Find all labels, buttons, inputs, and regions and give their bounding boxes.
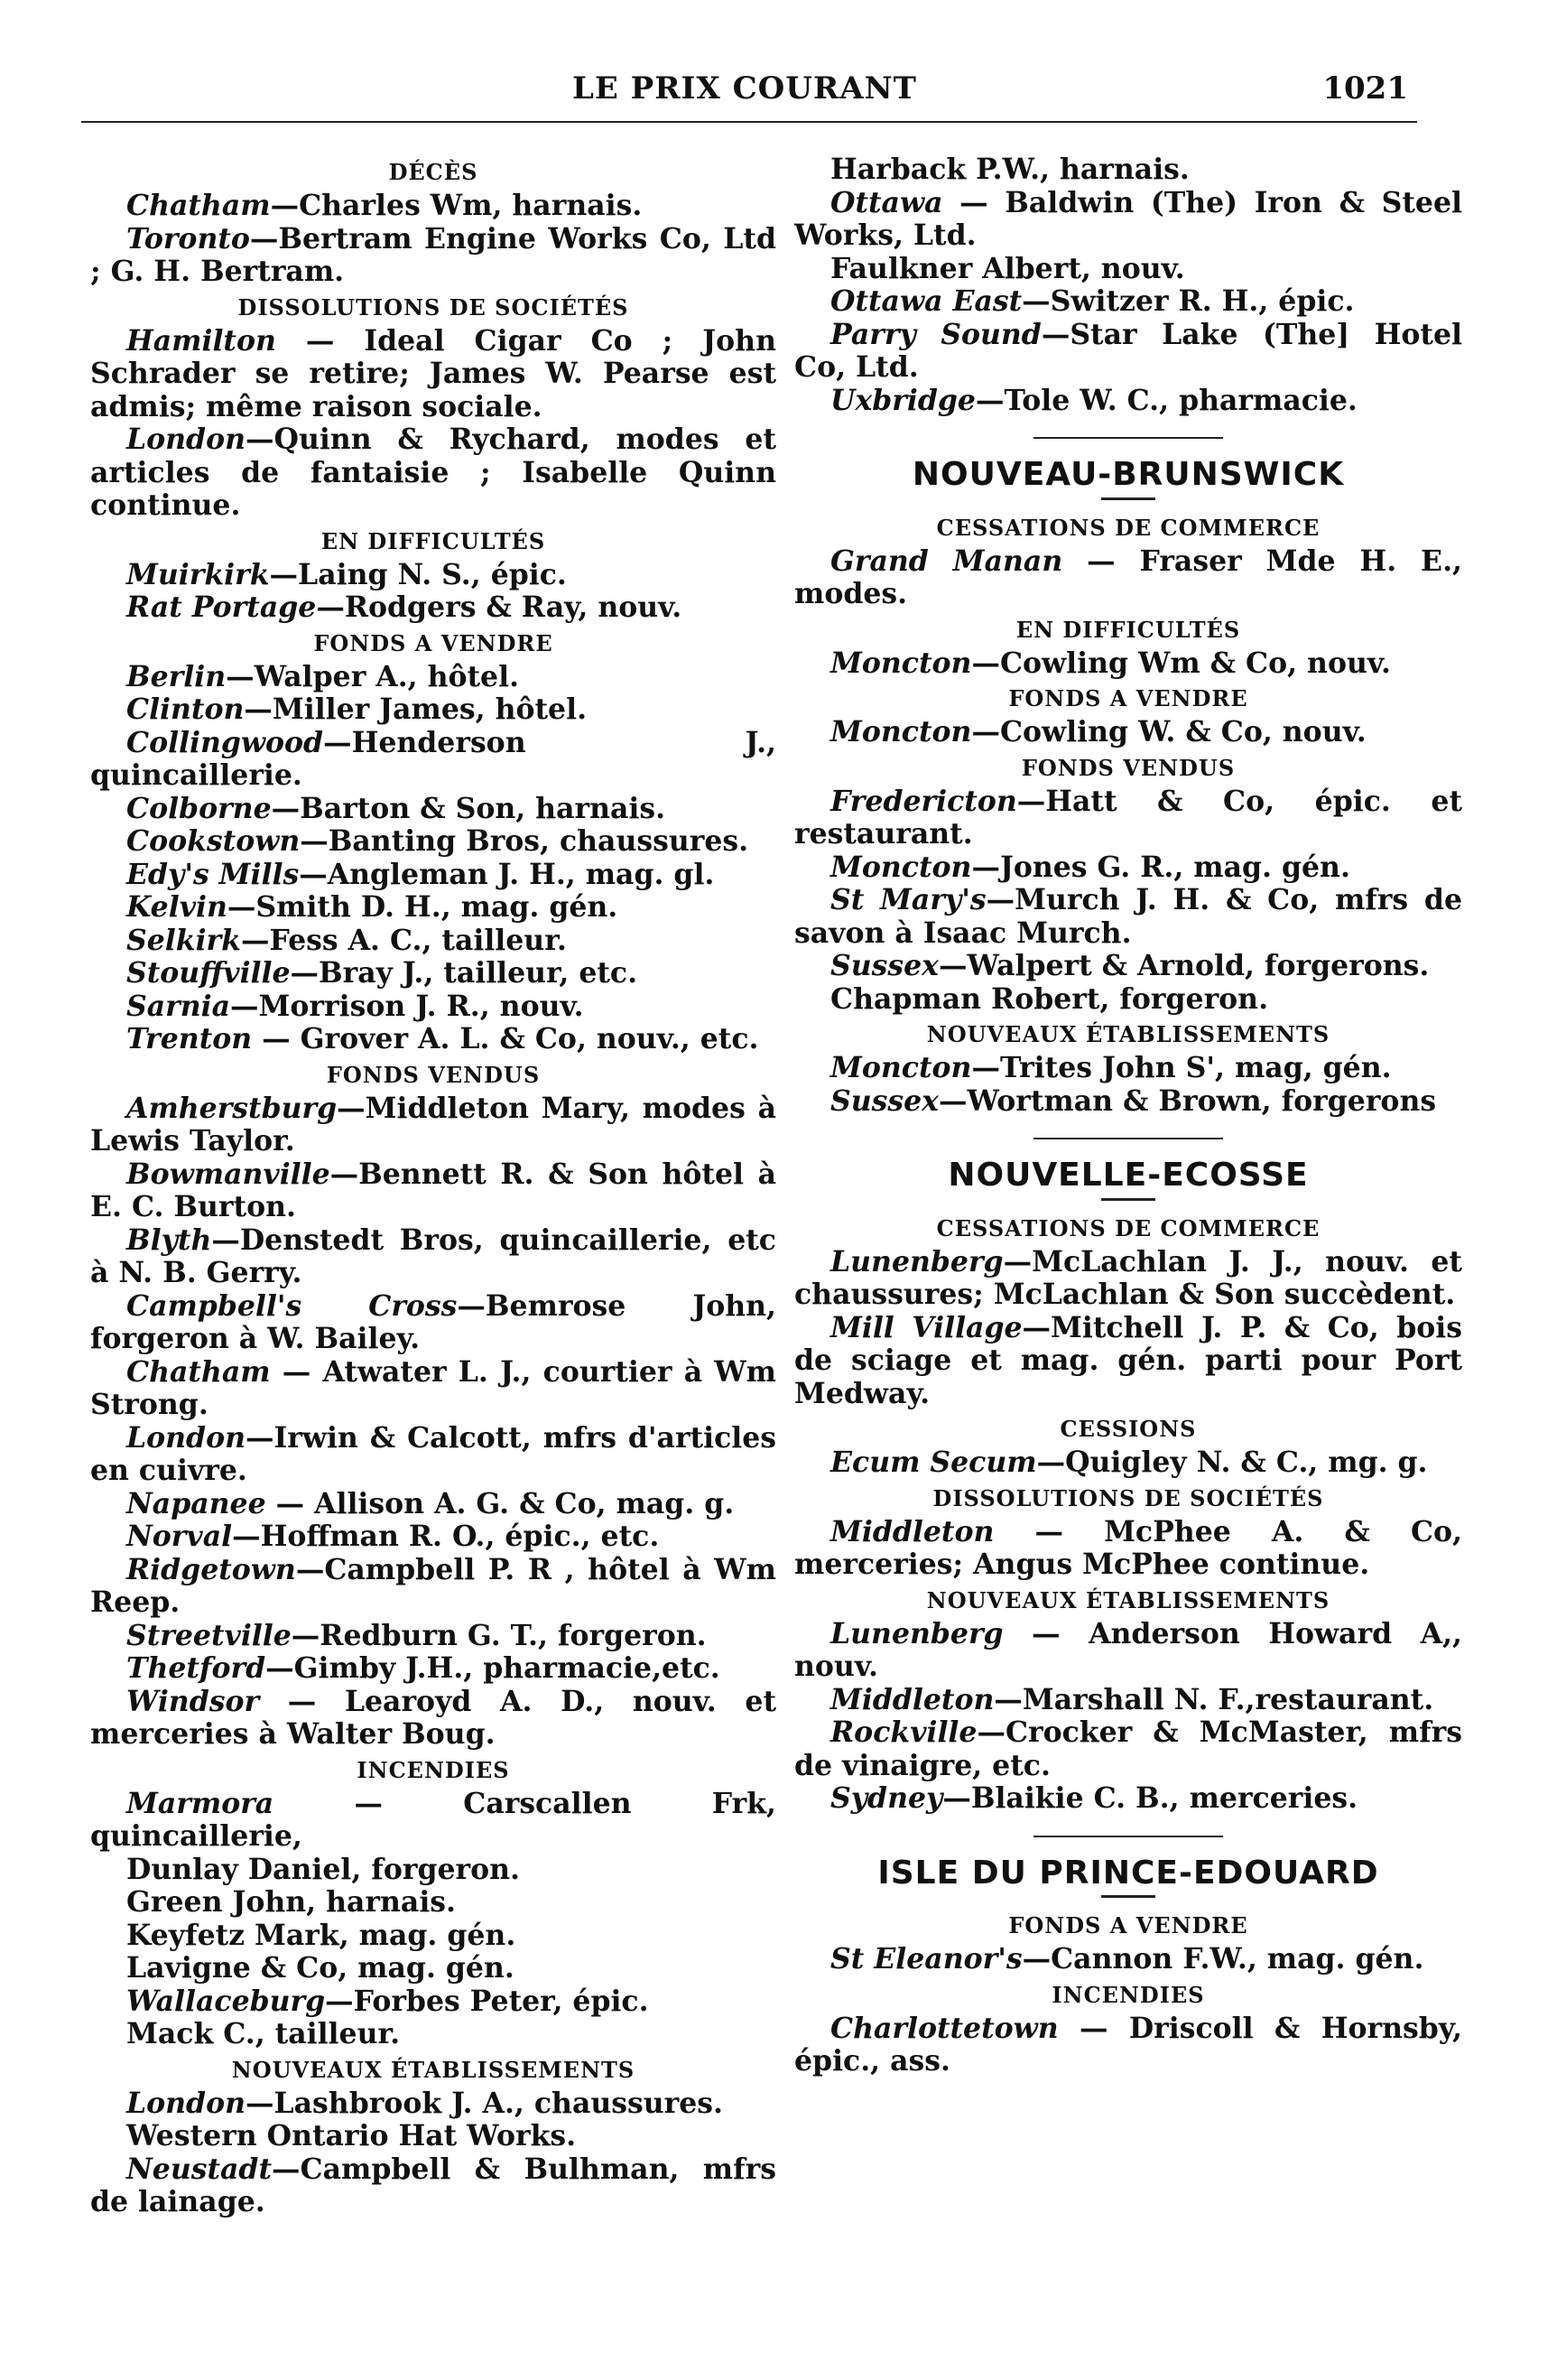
entry-text: —Bertram Engine Works Co, Ltd ; G. H. Bertram. — [90, 221, 776, 288]
entry-text: —Campbell & Bulhman, mfrs de lainage. — [90, 2152, 776, 2218]
entry-text: — Ideal Cigar Co ; John Schrader se retire; James W. Pearse est admis; même raison sociale. — [90, 323, 776, 423]
listing-entry — [90, 1554, 776, 1620]
listing-entry — [794, 187, 1462, 253]
listing-entry — [90, 1023, 776, 1056]
listing-entry — [794, 1085, 1462, 1119]
town-name: Rockville — [830, 1715, 978, 1749]
running-title: LE PRIX COURANT — [572, 70, 917, 107]
town-name: Mill Village — [830, 1310, 1023, 1344]
listing-entry — [794, 385, 1462, 418]
listing-entry — [90, 825, 776, 859]
entry-text: — Learoyd A. D., nouv. et merceries à Walter Boug. — [90, 1684, 776, 1751]
listing-entry — [794, 319, 1462, 385]
entry-text: — Fraser Mde H. E., modes. — [794, 544, 1462, 610]
entry-text: —Charles Wm, harnais. — [270, 189, 643, 222]
listing-entry — [794, 1516, 1462, 1582]
town-name: Amherstburg — [126, 1091, 338, 1125]
province-heading: ISLE DU PRINCE-EDOUARD — [877, 1854, 1379, 1892]
listing-entry — [90, 1788, 776, 1854]
listing-entry — [90, 2120, 776, 2153]
town-name: Streetville — [126, 1618, 292, 1652]
entry-text: — Grover A. L. & Co, nouv., etc. — [252, 1022, 759, 1055]
section-heading: INCENDIES — [1052, 1981, 1205, 2008]
listing-entry — [794, 253, 1462, 286]
listing-entry — [90, 1854, 776, 1887]
town-name: Middleton — [830, 1514, 995, 1548]
entry-text: Dunlay Daniel, forgeron. — [126, 1852, 521, 1886]
listing-entry — [90, 1488, 776, 1521]
section-divider — [1033, 437, 1223, 439]
listing-entry — [90, 859, 776, 892]
entry-text: —Cowling Wm & Co, nouv. — [971, 646, 1391, 680]
right-column — [794, 153, 1462, 2078]
town-name: Moncton — [830, 850, 972, 884]
province-block — [794, 1159, 1462, 1201]
listing-entry — [794, 1943, 1462, 1976]
listing-entry — [90, 1686, 776, 1752]
listing-entry — [90, 1920, 776, 1953]
listing-entry — [90, 591, 776, 625]
section-divider — [1033, 1836, 1223, 1837]
town-name: Uxbridge — [830, 383, 976, 417]
entry-text: Faulkner Albert, nouv. — [830, 251, 1185, 285]
section-heading: CESSATIONS DE COMMERCE — [936, 514, 1321, 541]
town-name: Chatham — [126, 189, 271, 222]
listing-entry — [90, 1158, 776, 1224]
left-column — [90, 153, 776, 2219]
entry-text: —Morrison J. R., nouv. — [230, 989, 584, 1023]
town-name: Berlin — [126, 659, 227, 693]
listing-entry — [794, 1618, 1462, 1684]
province-block — [794, 456, 1462, 500]
listing-entry — [794, 851, 1462, 885]
town-name: Lunenberg — [830, 1616, 1004, 1650]
town-name: Ecum Secum — [830, 1446, 1037, 1479]
town-name: Thetford — [126, 1651, 266, 1685]
town-name: Edy's Mills — [126, 857, 300, 891]
town-name: London — [126, 1420, 246, 1455]
entry-text: —Bemrose John, forgeron à W. Bailey. — [90, 1288, 777, 1355]
town-name: Hamilton — [126, 323, 276, 358]
town-name: Moncton — [830, 646, 972, 680]
section-heading: CESSIONS — [1060, 1416, 1197, 1442]
town-name: Charlottetown — [830, 2011, 1059, 2045]
section-heading: EN DIFFICULTÉS — [1015, 616, 1241, 643]
town-name: Fredericton — [830, 784, 1017, 818]
listing-entry — [90, 325, 776, 424]
town-name: Moncton — [830, 715, 972, 748]
running-head — [81, 70, 1408, 107]
section-heading: NOUVEAUX ÉTABLISSEMENTS — [926, 1586, 1330, 1613]
entry-text: Harback P.W., harnais. — [830, 153, 1190, 186]
town-name: Norval — [126, 1520, 233, 1553]
listing-entry — [90, 891, 776, 925]
section-heading: DISSOLUTIONS DE SOCIÉTÉS — [932, 1484, 1324, 1511]
town-name: Sydney — [830, 1781, 943, 1815]
section-heading: DÉCÈS — [388, 159, 478, 185]
entry-text: —Forbes Peter, épic. — [325, 1984, 649, 2018]
town-name: Kelvin — [126, 890, 227, 924]
town-name: Windsor — [126, 1684, 260, 1718]
listing-entry — [794, 1446, 1462, 1480]
entry-text: —Quinn & Rychard, modes et articles de fantaisie ; Isabelle Quinn continue. — [90, 423, 776, 522]
entry-text: —Campbell P. R , hôtel à Wm Reep. — [90, 1552, 776, 1619]
listing-entry — [90, 1356, 776, 1422]
town-name: Trenton — [126, 1022, 253, 1055]
entry-text: — Atwater L. J., courtier à Wm Strong. — [90, 1354, 776, 1421]
listing-entry — [794, 983, 1462, 1017]
entry-text: Chapman Robert, forgeron. — [830, 981, 1269, 1016]
listing-entry — [90, 2153, 776, 2219]
entry-text: —Walper A., hôtel. — [226, 659, 520, 693]
town-name: London — [126, 2086, 246, 2120]
entry-text: —Wortman & Brown, forgerons — [938, 1083, 1437, 1118]
entry-text: —Irwin & Calcott, mfrs d'articles en cuivre. — [90, 1420, 776, 1487]
entry-text: —Switzer R. H., épic. — [1022, 284, 1355, 318]
entry-text: — Allison A. G. & Co, mag. g. — [265, 1486, 735, 1520]
entry-text: —Marshall N. F.,restaurant. — [994, 1682, 1434, 1716]
entry-text: —Banting Bros, chaussures. — [300, 824, 749, 858]
town-name: St Mary's — [830, 883, 987, 916]
entry-text: —Hatt & Co, épic. et restaurant. — [794, 784, 1462, 851]
entry-text: — Anderson Howard A,, nouv. — [794, 1616, 1462, 1683]
entry-text: —Denstedt Bros, quincaillerie, etc à N. B. Gerry. — [90, 1223, 776, 1289]
listing-entry — [90, 957, 776, 990]
entry-text: Lavigne & Co, mag. gén. — [126, 1951, 514, 1985]
town-name: Middleton — [830, 1682, 995, 1716]
section-divider — [1033, 1138, 1223, 1139]
entry-text: —Trites John S', mag, gén. — [971, 1051, 1392, 1084]
listing-entry — [794, 884, 1462, 950]
entry-text: —Angleman J. H., mag. gl. — [299, 857, 715, 891]
town-name: Ottawa East — [830, 284, 1023, 318]
section-heading: CESSATIONS DE COMMERCE — [936, 1214, 1321, 1241]
entry-text: —Bennett R. & Son hôtel à E. C. Burton. — [90, 1157, 776, 1223]
listing-entry — [90, 793, 776, 826]
town-name: Bowmanville — [126, 1157, 330, 1191]
listing-entry — [794, 153, 1462, 187]
entry-text: —Laing N. S., épic. — [269, 557, 567, 591]
town-name: Rat Portage — [126, 590, 317, 624]
town-name: Ottawa — [830, 185, 943, 219]
entry-text: —Murch J. H. & Co, mfrs de savon à Isaac Murch. — [794, 883, 1462, 950]
town-name: Marmora — [126, 1786, 274, 1820]
listing-entry — [794, 950, 1462, 983]
town-name: Neustadt — [126, 2152, 273, 2186]
listing-entry — [90, 423, 776, 523]
town-name: Sussex — [830, 1083, 939, 1118]
town-name: Napanee — [126, 1486, 266, 1520]
heading-rule — [1101, 497, 1155, 500]
listing-entry — [90, 2018, 776, 2051]
section-heading: NOUVEAUX ÉTABLISSEMENTS — [231, 2056, 635, 2083]
listing-entry — [90, 1886, 776, 1920]
listing-entry — [90, 727, 776, 793]
entry-text: —Lashbrook J. A., chaussures. — [246, 2086, 723, 2120]
entry-text: —Smith D. H., mag. gén. — [227, 890, 618, 924]
listing-entry — [794, 2013, 1462, 2078]
section-heading: INCENDIES — [357, 1756, 510, 1783]
town-name: Collingwood — [126, 725, 324, 759]
listing-entry — [794, 285, 1462, 319]
town-name: Lunenberg — [830, 1244, 1004, 1278]
province-block — [794, 1854, 1462, 1899]
listing-entry — [794, 1246, 1462, 1312]
town-name: Sussex — [830, 949, 939, 982]
listing-entry — [90, 190, 776, 223]
listing-entry — [90, 1520, 776, 1554]
entry-text: Keyfetz Mark, mag. gén. — [126, 1918, 516, 1952]
entry-text: —Crocker & McMaster, mfrs de vinaigre, etc. — [794, 1715, 1462, 1782]
town-name: Stouffville — [126, 956, 291, 990]
town-name: Clinton — [126, 693, 245, 726]
page-number: 1021 — [1322, 70, 1408, 107]
section-heading: FONDS A VENDRE — [1008, 685, 1248, 711]
entry-text: Mack C., tailleur. — [126, 2017, 401, 2050]
listing-entry — [794, 786, 1462, 851]
listing-entry — [794, 716, 1462, 749]
entry-text: Western Ontario Hat Works. — [126, 2119, 577, 2152]
town-name: Sarnia — [126, 989, 231, 1023]
listing-entry — [90, 1985, 776, 2019]
section-heading: NOUVEAUX ÉTABLISSEMENTS — [926, 1021, 1330, 1047]
town-name: Ridgetown — [126, 1552, 296, 1586]
entry-text: —Quigley N. & C., mg. g. — [1036, 1446, 1428, 1479]
entry-text: —Cannon F.W., mag. gén. — [1022, 1942, 1424, 1976]
entry-text: — McPhee A. & Co, merceries; Angus McPhee continue. — [794, 1514, 1462, 1581]
entry-text: —Cowling W. & Co, nouv. — [971, 715, 1367, 748]
listing-entry — [90, 1092, 776, 1158]
section-heading: DISSOLUTIONS DE SOCIÉTÉS — [237, 293, 629, 321]
listing-entry — [794, 1052, 1462, 1085]
town-name: Campbell's Cross — [126, 1288, 458, 1323]
listing-entry — [90, 1952, 776, 1985]
town-name: Selkirk — [126, 923, 241, 957]
entry-text: —Miller James, hôtel. — [244, 693, 588, 726]
listing-entry — [90, 1422, 776, 1488]
listing-entry — [90, 2087, 776, 2121]
entry-text: —Rodgers & Ray, nouv. — [316, 590, 682, 624]
entry-text: —Blaikie C. B., merceries. — [942, 1781, 1358, 1815]
entry-text: Green John, harnais. — [126, 1885, 456, 1919]
town-name: Cookstown — [126, 824, 301, 858]
town-name: Muirkirk — [126, 557, 270, 591]
entry-text: —Fess A. C., tailleur. — [240, 923, 567, 957]
town-name: Colborne — [126, 791, 272, 825]
listing-entry — [794, 1716, 1462, 1782]
header-rule — [81, 121, 1417, 123]
section-heading: FONDS A VENDRE — [313, 629, 553, 656]
listing-entry — [794, 1782, 1462, 1816]
section-heading: FONDS VENDUS — [326, 1061, 541, 1088]
listing-entry — [794, 545, 1462, 611]
entry-text: —McLachlan J. J., nouv. et chaussures; McLachlan & Son succèdent. — [794, 1244, 1462, 1311]
listing-entry — [90, 990, 776, 1024]
entry-text: —Hoffman R. O., épic., etc. — [232, 1520, 660, 1553]
town-name: Parry Sound — [830, 317, 1042, 351]
entry-text: — Baldwin (The) Iron & Steel Works, Ltd. — [794, 185, 1462, 252]
entry-text: —Barton & Son, harnais. — [271, 791, 666, 825]
town-name: Blyth — [126, 1223, 212, 1257]
listing-entry — [90, 661, 776, 694]
entry-text: —Tole W. C., pharmacie. — [975, 383, 1358, 417]
section-heading: EN DIFFICULTÉS — [320, 527, 546, 554]
province-heading: NOUVELLE-ECOSSE — [948, 1157, 1309, 1194]
town-name: Chatham — [126, 1354, 271, 1389]
entry-text: —Mitchell J. P. & Co, bois de sciage et mag. gén. parti pour Port Medway. — [794, 1310, 1462, 1410]
listing-entry — [794, 647, 1462, 681]
listing-entry — [90, 925, 776, 958]
entry-text: —Star Lake (The] Hotel Co, Ltd. — [794, 317, 1462, 384]
section-heading: FONDS A VENDRE — [1008, 1912, 1248, 1938]
listing-entry — [90, 223, 776, 289]
listing-entry — [90, 1620, 776, 1653]
town-name: St Eleanor's — [830, 1942, 1023, 1976]
entry-text: —Redburn G. T., forgeron. — [291, 1618, 707, 1652]
town-name: Toronto — [126, 221, 250, 256]
listing-entry — [794, 1312, 1462, 1411]
heading-rule — [1101, 1198, 1155, 1201]
listing-entry — [90, 693, 776, 727]
town-name: London — [126, 423, 246, 456]
entry-text: —Jones G. R., mag. gén. — [971, 850, 1350, 884]
town-name: Wallaceburg — [126, 1984, 326, 2018]
entry-text: —Walpert & Arnold, forgerons. — [938, 949, 1430, 982]
listing-entry — [90, 1290, 776, 1356]
town-name: Moncton — [830, 1051, 972, 1084]
province-heading: NOUVEAU-BRUNSWICK — [912, 456, 1345, 493]
heading-rule — [1101, 1895, 1155, 1898]
entry-text: —Gimby J.H., pharmacie,etc. — [265, 1651, 720, 1685]
listing-entry — [90, 1224, 776, 1290]
section-heading: FONDS VENDUS — [1021, 754, 1236, 781]
listing-entry — [90, 559, 776, 592]
entry-text: —Middleton Mary, modes à Lewis Taylor. — [90, 1091, 776, 1157]
listing-entry — [794, 1684, 1462, 1717]
entry-text: — Driscoll & Hornsby, épic., ass. — [794, 2011, 1462, 2078]
entry-text: — Carscallen Frk, quincaillerie, — [90, 1786, 776, 1853]
town-name: Grand Manan — [830, 544, 1063, 578]
entry-text: —Bray J., tailleur, etc. — [290, 956, 638, 990]
listing-entry — [90, 1652, 776, 1686]
entry-text: —Henderson J., quincaillerie. — [90, 725, 776, 792]
